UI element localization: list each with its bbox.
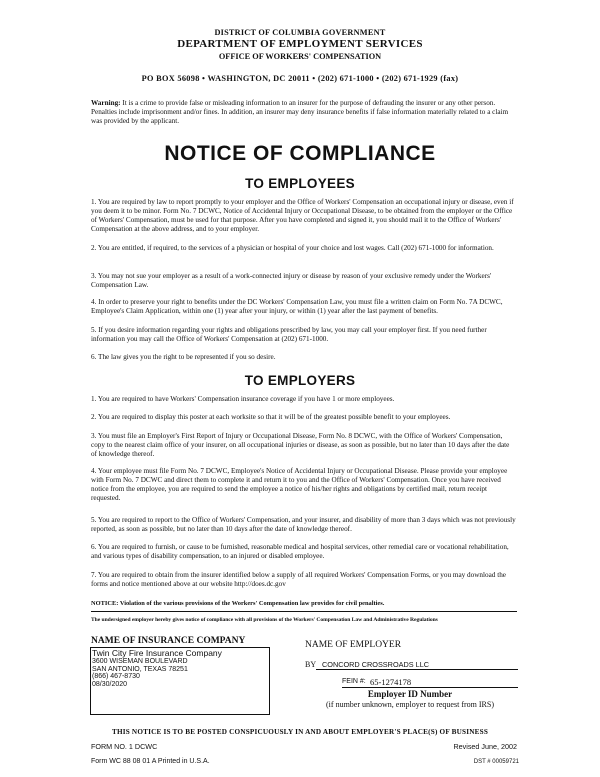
employee-item-2: 2. You are entitled, if required, to the services of a physician or hospital of your choice and lost wages. Call (202) 671-1000 for information. <box>91 244 494 252</box>
undersigned-statement: The undersigned employer hereby gives notice of compliance with all provisions of the Workers' Compensation Law and Administrative Regulations <box>91 617 438 623</box>
employer-item-3: 3. You must file an Employer's First Report of Injury or Occupational Disease, Form No. 8 DCWC, with the Office of Workers' Compensation, copy to the nearest claim office of your insurer, on all occupational injuries or disease, as soon as possible, but no later than 10 days after the date of knowledge thereof. <box>91 432 510 459</box>
employee-item-4: 4. In order to preserve your right to benefits under the DC Workers' Compensation Law, you must file a written claim on Form No. 7A DCWC, Employee's Claim Application, within one (1) year after your injury, or within (1) year after the last payment of benefits. <box>91 298 503 316</box>
insurance-city: SAN ANTONIO, TEXAS 78251 <box>92 665 188 673</box>
posting-notice: THIS NOTICE IS TO BE POSTED CONSPICUOUSLY IN AND ABOUT EMPLOYER'S PLACE(S) OF BUSINESS <box>111 728 489 736</box>
header-line-1: DISTRICT OF COLUMBIA GOVERNMENT <box>214 28 386 37</box>
employer-item-1: 1. You are required to have Workers' Compensation insurance coverage if you have 1 or more employees. <box>91 395 395 403</box>
employer-id-note: (if number unknown, employer to request from IRS) <box>326 700 494 709</box>
employee-item-3: 3. You may not sue your employer as a result of a work-connected injury or disease by reason of your exclusive remedy under the Workers' Compensation Law. <box>91 272 492 290</box>
fein-value: 65-1274178 <box>370 677 412 687</box>
page-title: NOTICE OF COMPLIANCE <box>164 142 436 165</box>
by-label: BY <box>305 660 317 669</box>
employer-item-4: 4. Your employee must file Form No. 7 DCWC, Employee's Notice of Accidental Injury or Occupational Disease. Please provide your employee with Form No. 7 DCWC and direct them to complete it and return it to you and the Office of Workers' Compensation. Once you have received notice from the employee, you are required to send the employee a notice of his/her rights and obligations by certified mail, return receipt requested. <box>91 467 508 503</box>
fein-label: FEIN #: <box>342 678 366 685</box>
employer-item-7: 7. You are required to obtain from the insurer identified below a supply of all required Workers' Compensation Forms, or you may download the forms and notice mentioned above at our website http://does.dc.gov <box>91 571 506 589</box>
employers-heading: TO EMPLOYERS <box>244 373 356 388</box>
employee-item-5: 5. If you desire information regarding your rights and obligations prescribed by law, you may call your employer first. If you need further information you may call the Office of Workers' Compensation at (202) 671-1000. <box>91 326 487 344</box>
employer-item-2: 2. You are required to display this poster at each worksite so that it will be of the greatest possible benefit to your employees. <box>91 413 451 421</box>
warning-paragraph <box>91 99 517 126</box>
dst-number: DST # 00059721 <box>473 759 519 765</box>
employees-heading: TO EMPLOYEES <box>245 176 355 191</box>
employer-item-6: 6. You are required to furnish, or cause to be furnished, reasonable medical and hospital services, other remedial care or vocational rehabilitation, and various types of disability compensation, to an injured or disabled employee. <box>91 543 509 561</box>
revised-date: Revised June, 2002 <box>453 742 517 751</box>
employer-item-5: 5. You are required to report to the Office of Workers' Compensation, and your insurer, and disability of more than 3 days which was not previously reported, as soon as possible, but no later than 10 days after the date of knowledge thereof. <box>91 516 516 534</box>
insurance-phone: (866) 467-8730 <box>92 673 140 681</box>
insurance-address: 3600 WISEMAN BOULEVARD <box>92 658 188 665</box>
warning-text: It is a crime to provide false or misleading information to an insurer for the purpose of defrauding the insurer or any other person. Penalties include imprisonment and/or fines. In addition, an insurer may deny insurance benefits if false information materially related to a claim was provided by the applicant. <box>91 99 509 126</box>
employer-id-label: Employer ID Number <box>367 689 453 699</box>
employer-signature-line <box>316 669 518 670</box>
insurance-company-name: Twin City Fire Insurance Company <box>92 648 222 658</box>
employer-label: NAME OF EMPLOYER <box>305 640 402 650</box>
header-department: DEPARTMENT OF EMPLOYMENT SERVICES <box>177 38 423 50</box>
printed-note: Form WC 88 08 01 A Printed in U.S.A. <box>91 758 210 765</box>
insurance-company-box <box>90 647 270 715</box>
insurance-date: 08/30/2020 <box>92 680 128 688</box>
divider-rule <box>91 611 517 612</box>
warning-label: Warning: <box>91 99 121 107</box>
violation-notice: NOTICE: Violation of the various provisions of the Workers' Compensation law provides for civil penalties. <box>91 600 385 607</box>
employer-name: CONCORD CROSSROADS LLC <box>322 660 430 669</box>
form-number: FORM NO. 1 DCWC <box>91 742 158 751</box>
insurance-company-label: NAME OF INSURANCE COMPANY <box>91 636 246 646</box>
employee-item-6: 6. The law gives you the right to be represented if you so desire. <box>91 353 276 361</box>
fein-line <box>342 687 518 688</box>
header-office: OFFICE OF WORKERS' COMPENSATION <box>218 52 382 61</box>
header-address: PO BOX 56098 • WASHINGTON, DC 20011 • (202) 671-1000 • (202) 671-1929 (fax) <box>141 74 459 83</box>
employee-item-1: 1. You are required by law to report promptly to your employer and the Office of Workers' Compensation an occupational injury or disease, even if you deem it to be minor. Form No. 7 DCWC, Notice of Accidental Injury or Occupational Disease, to be obtained from the employer or the Office of Workers' Compensation, must be used for that purpose. After you have completed and signed it, you should mail it to the Office of Workers' Compensation at the above address, and to your employer. <box>91 198 514 234</box>
